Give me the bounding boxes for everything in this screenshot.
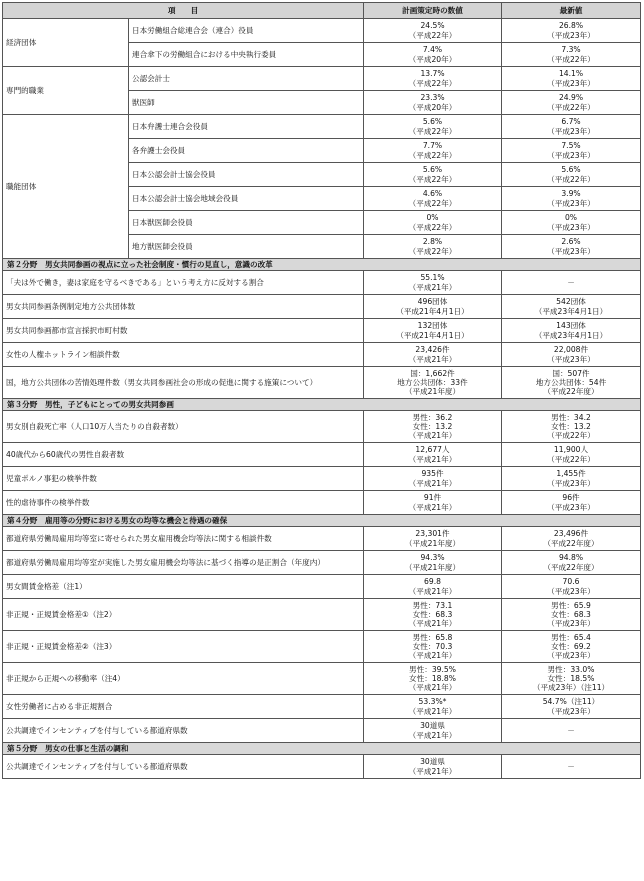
table-row <box>3 367 641 399</box>
planned-value-cell <box>364 695 502 719</box>
value-line: 24.5% <box>420 21 445 31</box>
value-line: 12,677人 <box>415 445 450 455</box>
value-line: （平成22年） <box>408 126 457 136</box>
latest-value-cell <box>502 491 641 515</box>
planned-value-cell <box>364 663 502 695</box>
planned-value-cell <box>364 235 502 259</box>
value-line: （平成22年度） <box>543 562 599 572</box>
table-row <box>3 527 641 551</box>
value-line: （平成23年） <box>547 78 595 88</box>
planned-value-cell <box>364 19 502 43</box>
planned-value-cell <box>364 599 502 631</box>
item-cell: 40歳代から60歳代の男性自殺者数 <box>3 443 364 467</box>
value-line: 23.3% <box>420 93 445 103</box>
value-line: 女性：13.2 <box>551 421 591 431</box>
value-line: 54.7%（注11） <box>542 697 600 707</box>
value-line: 男性：36.2 <box>412 412 453 422</box>
indicator-table <box>2 2 641 779</box>
planned-value-cell <box>364 575 502 599</box>
value-line: 26.8% <box>558 21 584 31</box>
category-cell: 職能団体 <box>3 115 129 259</box>
value-line: （平成23年） <box>547 586 595 596</box>
planned-value-cell <box>364 631 502 663</box>
value-line: 0% <box>564 213 578 223</box>
value-line: 男性：65.4 <box>551 632 591 642</box>
item-cell: 男女間賃金格差（注1） <box>3 575 364 599</box>
section-header-row <box>3 515 641 527</box>
planned-value-cell <box>364 343 502 367</box>
planned-value-cell <box>364 411 502 443</box>
value-line: 94.3% <box>420 553 445 563</box>
planned-value-cell <box>364 115 502 139</box>
latest-value-cell <box>502 599 641 631</box>
section-title: 第５分野 男女の仕事と生活の調和 <box>3 743 641 755</box>
value-line: 男性：39.5% <box>409 664 456 674</box>
latest-value-cell <box>502 43 641 67</box>
value-line: 女性：18.8% <box>409 673 456 683</box>
latest-value-cell <box>502 467 641 491</box>
item-cell: 児童ポルノ事犯の検挙件数 <box>3 467 364 491</box>
header-item: 項 目 <box>3 3 364 19</box>
value-line: 3.9% <box>561 189 581 199</box>
table-row <box>3 343 641 367</box>
value-line: （平成23年） <box>547 354 595 364</box>
value-line: 55.1% <box>420 273 445 283</box>
item-cell: 日本公認会計士協会地域会役員 <box>129 187 364 211</box>
value-line: 男性：73.1 <box>412 600 453 610</box>
item-cell: 都道府県労働局雇用均等室が実施した男女雇用機会均等法に基づく指導の是正割合（年度内） <box>3 551 364 575</box>
section-title: 第３分野 男性，子どもにとっての男女共同参画 <box>3 399 641 411</box>
value-line: 70.6 <box>562 577 580 587</box>
value-line: 女性：68.3 <box>412 609 453 619</box>
latest-value-cell <box>502 411 641 443</box>
item-cell: 女性労働者に占める非正規割合 <box>3 695 364 719</box>
value-line: （平成22年） <box>408 78 457 88</box>
value-line: 23,301件 <box>415 529 450 539</box>
table-row <box>3 67 641 91</box>
section-title: 第４分野 雇用等の分野における男女の均等な機会と待遇の確保 <box>3 515 641 527</box>
latest-value-cell <box>502 211 641 235</box>
value-line: （平成21年） <box>408 683 457 693</box>
item-cell: 国，地方公共団体の苦情処理件数（男女共同参画社会の形成の促進に関する施策について） <box>3 367 364 399</box>
item-cell: 男女共同参画条例制定地方公共団体数 <box>3 295 364 319</box>
section-header-row <box>3 743 641 755</box>
section-header-row <box>3 259 641 271</box>
planned-value-cell <box>364 491 502 515</box>
value-line: （平成23年） <box>547 222 595 232</box>
value-line: － <box>567 761 575 771</box>
value-line: 7.5% <box>561 141 581 151</box>
planned-value-cell <box>364 187 502 211</box>
value-line: 496団体 <box>417 297 448 307</box>
planned-value-cell <box>364 67 502 91</box>
planned-value-cell <box>364 91 502 115</box>
value-line: （平成21年） <box>408 766 457 776</box>
latest-value-cell <box>502 271 641 295</box>
planned-value-cell <box>364 139 502 163</box>
planned-value-cell <box>364 211 502 235</box>
table-row <box>3 443 641 467</box>
value-line: （平成23年） <box>547 246 595 256</box>
value-line: 7.7% <box>422 141 443 151</box>
table-row <box>3 719 641 743</box>
value-line: （平成22年度） <box>543 387 599 397</box>
value-line: （平成22年） <box>408 198 457 208</box>
table-row <box>3 19 641 43</box>
category-cell: 経済団体 <box>3 19 129 67</box>
item-cell: 獣医師 <box>129 91 364 115</box>
value-line: 69.8 <box>424 577 441 587</box>
value-line: （平成21年） <box>408 706 457 716</box>
latest-value-cell <box>502 67 641 91</box>
planned-value-cell <box>364 467 502 491</box>
item-cell: 連合傘下の労働組合における中央執行委員 <box>129 43 364 67</box>
value-line: （平成23年4月1日） <box>534 306 608 316</box>
item-cell: 日本獣医師会役員 <box>129 211 364 235</box>
table-row <box>3 319 641 343</box>
value-line: 1,455件 <box>556 469 586 479</box>
latest-value-cell <box>502 575 641 599</box>
item-cell: 「夫は外で働き，妻は家庭を守るべきである」という考え方に反対する割合 <box>3 271 364 295</box>
latest-value-cell <box>502 631 641 663</box>
value-line: 男性：34.2 <box>551 412 591 422</box>
latest-value-cell <box>502 19 641 43</box>
table-row <box>3 411 641 443</box>
value-line: （平成21年） <box>408 502 457 512</box>
value-line: 94.8% <box>558 553 584 563</box>
latest-value-cell <box>502 115 641 139</box>
value-line: 22,008件 <box>553 345 589 355</box>
item-cell: 男女別自殺死亡率（人口10万人当たりの自殺者数） <box>3 411 364 443</box>
value-line: 0% <box>426 213 439 223</box>
value-line: 143団体 <box>556 321 586 331</box>
value-line: － <box>567 725 575 735</box>
latest-value-cell <box>502 695 641 719</box>
value-line: （平成20年） <box>408 54 457 64</box>
value-line: 542団体 <box>556 297 586 307</box>
value-line: 53.3%* <box>418 697 447 707</box>
item-cell: 女性の人権ホットライン相談件数 <box>3 343 364 367</box>
latest-value-cell <box>502 443 641 467</box>
value-line: （平成23年） <box>547 651 595 661</box>
value-line: （平成22年度） <box>543 538 599 548</box>
value-line: （平成23年） <box>547 478 595 488</box>
header-planned-value: 計画策定時の数値 <box>364 3 502 19</box>
value-line: （平成23年） <box>547 706 595 716</box>
value-line: （平成21年） <box>408 619 457 629</box>
table-row <box>3 575 641 599</box>
item-cell: 公共調達でインセンティブを付与している都道府県数 <box>3 719 364 743</box>
value-line: 女性：13.2 <box>412 421 453 431</box>
table-row <box>3 663 641 695</box>
value-line: （平成21年度） <box>404 387 461 397</box>
value-line: 14.1% <box>558 69 584 79</box>
item-cell: 非正規・正規賃金格差②（注3） <box>3 631 364 663</box>
value-line: 23,426件 <box>415 345 450 355</box>
value-line: 5.6% <box>422 165 443 175</box>
value-line: （平成22年） <box>408 150 457 160</box>
planned-value-cell <box>364 367 502 399</box>
value-line: 男性：65.8 <box>412 632 453 642</box>
planned-value-cell <box>364 443 502 467</box>
category-cell: 専門的職業 <box>3 67 129 115</box>
item-cell: 日本弁護士連合会役員 <box>129 115 364 139</box>
indicator-table-body <box>3 3 641 779</box>
value-line: （平成21年） <box>408 454 457 464</box>
value-line: （平成23年） <box>547 150 595 160</box>
planned-value-cell <box>364 719 502 743</box>
planned-value-cell <box>364 43 502 67</box>
latest-value-cell <box>502 663 641 695</box>
latest-value-cell <box>502 187 641 211</box>
value-line: 13.7% <box>420 69 445 79</box>
value-line: （平成22年） <box>408 246 457 256</box>
value-line: 7.4% <box>422 45 443 55</box>
statistics-document <box>2 2 640 779</box>
value-line: （平成21年4月1日） <box>396 330 469 340</box>
value-line: （平成21年4月1日） <box>396 306 469 316</box>
table-row <box>3 491 641 515</box>
table-row <box>3 295 641 319</box>
value-line: 91件 <box>423 493 442 503</box>
value-line: 5.6% <box>561 165 581 175</box>
value-line: 地方公共団体：54件 <box>535 377 607 387</box>
item-cell: 都道府県労働局雇用均等室に寄せられた男女雇用機会均等法に関する相談件数 <box>3 527 364 551</box>
planned-value-cell <box>364 527 502 551</box>
value-line: 23,496件 <box>553 529 589 539</box>
value-line: （平成23年） <box>547 30 595 40</box>
value-line: 7.3% <box>561 45 581 55</box>
value-line: （平成21年） <box>408 586 457 596</box>
item-cell: 非正規・正規賃金格差①（注2） <box>3 599 364 631</box>
item-cell: 非正規から正規への移動率（注4） <box>3 663 364 695</box>
item-cell: 性的虐待事件の検挙件数 <box>3 491 364 515</box>
value-line: 女性：18.5% <box>547 673 595 683</box>
value-line: （平成21年） <box>408 431 457 441</box>
latest-value-cell <box>502 719 641 743</box>
value-line: （平成21年） <box>408 478 457 488</box>
value-line: 30道県 <box>420 757 445 767</box>
value-line: 男性：33.0% <box>547 664 595 674</box>
planned-value-cell <box>364 163 502 187</box>
latest-value-cell <box>502 163 641 187</box>
value-line: （平成21年度） <box>404 538 461 548</box>
value-line: （平成20年） <box>408 102 457 112</box>
value-line: （平成21年） <box>408 651 457 661</box>
value-line: 30道県 <box>420 721 445 731</box>
value-line: 6.7% <box>561 117 581 127</box>
value-line: （平成23年） <box>547 126 595 136</box>
table-row <box>3 631 641 663</box>
value-line: （平成23年4月1日） <box>534 330 608 340</box>
value-line: （平成23年）（注11） <box>532 683 610 693</box>
value-line: （平成21年） <box>408 282 457 292</box>
value-line: 4.6% <box>422 189 443 199</box>
header-latest-value: 最新値 <box>502 3 641 19</box>
value-line: 5.6% <box>422 117 443 127</box>
latest-value-cell <box>502 295 641 319</box>
value-line: 96件 <box>562 493 580 503</box>
value-line: （平成22年） <box>408 222 457 232</box>
value-line: （平成22年） <box>547 102 595 112</box>
value-line: 国：507件 <box>552 368 590 378</box>
table-row <box>3 599 641 631</box>
value-line: 女性：68.3 <box>551 609 591 619</box>
table-row <box>3 115 641 139</box>
latest-value-cell <box>502 551 641 575</box>
item-cell: 日本公認会計士協会役員 <box>129 163 364 187</box>
value-line: （平成21年） <box>408 730 457 740</box>
value-line: 2.8% <box>422 237 443 247</box>
latest-value-cell <box>502 527 641 551</box>
value-line: （平成23年） <box>547 198 595 208</box>
value-line: 2.6% <box>561 237 581 247</box>
item-cell: 地方獣医師会役員 <box>129 235 364 259</box>
value-line: 国：1,662件 <box>410 368 455 378</box>
value-line: （平成23年） <box>547 619 595 629</box>
value-line: 女性：70.3 <box>412 641 453 651</box>
planned-value-cell <box>364 319 502 343</box>
latest-value-cell <box>502 367 641 399</box>
latest-value-cell <box>502 343 641 367</box>
value-line: 24.9% <box>558 93 584 103</box>
latest-value-cell <box>502 319 641 343</box>
table-row <box>3 755 641 779</box>
value-line: 935件 <box>421 469 444 479</box>
planned-value-cell <box>364 755 502 779</box>
item-cell: 公認会計士 <box>129 67 364 91</box>
planned-value-cell <box>364 271 502 295</box>
value-line: 地方公共団体：33件 <box>397 377 468 387</box>
value-line: （平成22年） <box>547 54 595 64</box>
latest-value-cell <box>502 755 641 779</box>
table-row <box>3 551 641 575</box>
latest-value-cell <box>502 91 641 115</box>
value-line: （平成23年） <box>547 502 595 512</box>
value-line: （平成21年） <box>408 354 457 364</box>
table-row <box>3 271 641 295</box>
table-header-row <box>3 3 641 19</box>
latest-value-cell <box>502 139 641 163</box>
value-line: 11,900人 <box>553 445 589 455</box>
value-line: 男性：65.9 <box>551 600 591 610</box>
value-line: （平成22年） <box>547 454 595 464</box>
value-line: － <box>567 277 575 287</box>
item-cell: 日本労働組合総連合会（連合）役員 <box>129 19 364 43</box>
planned-value-cell <box>364 295 502 319</box>
section-title: 第２分野 男女共同参画の視点に立った社会制度・慣行の見直し，意識の改革 <box>3 259 641 271</box>
value-line: （平成21年度） <box>404 562 461 572</box>
planned-value-cell <box>364 551 502 575</box>
section-header-row <box>3 399 641 411</box>
value-line: （平成22年） <box>408 174 457 184</box>
value-line: （平成22年） <box>547 174 595 184</box>
table-row <box>3 467 641 491</box>
item-cell: 男女共同参画都市宣言採択市町村数 <box>3 319 364 343</box>
item-cell: 公共調達でインセンティブを付与している都道府県数 <box>3 755 364 779</box>
value-line: 132団体 <box>417 321 448 331</box>
latest-value-cell <box>502 235 641 259</box>
value-line: 女性：69.2 <box>551 641 591 651</box>
table-row <box>3 695 641 719</box>
item-cell: 各弁護士会役員 <box>129 139 364 163</box>
value-line: （平成22年） <box>408 30 457 40</box>
value-line: （平成22年） <box>547 431 595 441</box>
